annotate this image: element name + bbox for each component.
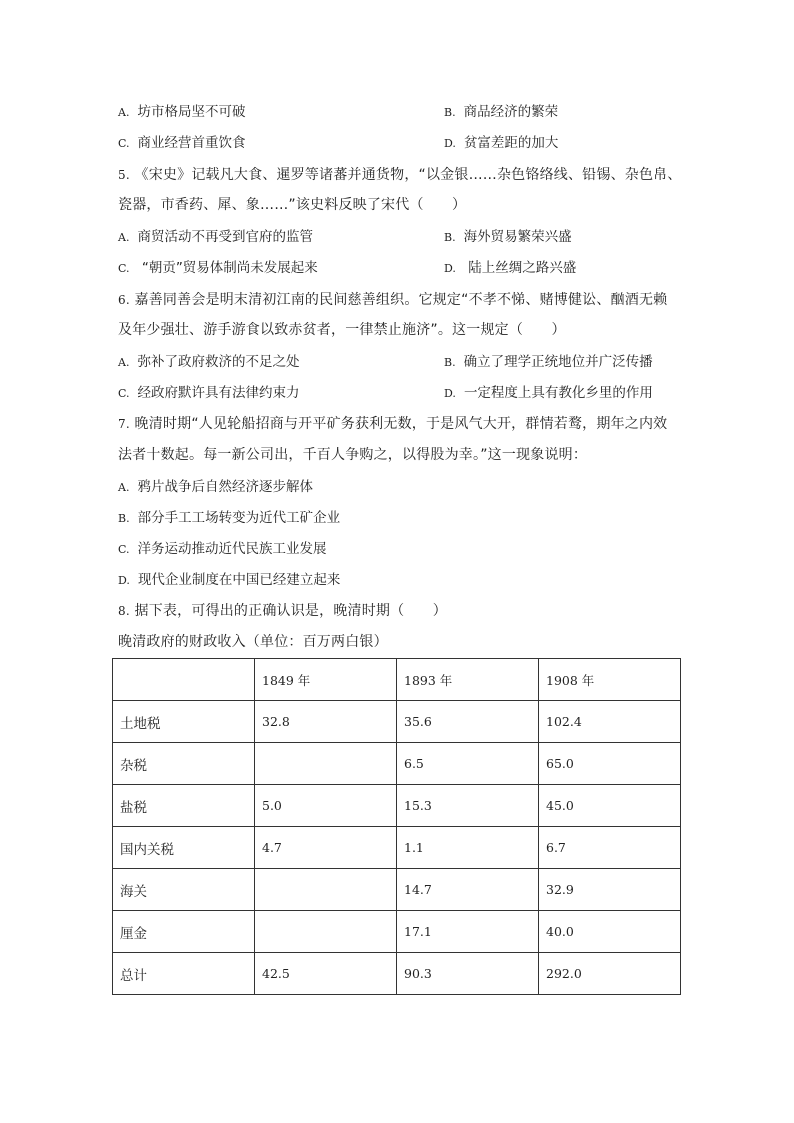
row-label: 厘金 bbox=[113, 911, 255, 953]
table-row bbox=[113, 869, 681, 911]
value-cell bbox=[255, 743, 397, 785]
q5-option-b[interactable] bbox=[444, 227, 572, 248]
option-text: 商业经营首重饮食 bbox=[137, 135, 246, 151]
q4-option-d[interactable] bbox=[444, 133, 558, 154]
option-text: 商贸活动不再受到官府的监管 bbox=[137, 229, 313, 245]
question-text: 嘉善同善会是明末清初江南的民间慈善组织。它规定“不孝不悌、赌博健讼、酗酒无赖 bbox=[134, 292, 668, 308]
q7-option-b[interactable] bbox=[118, 508, 340, 529]
value-cell bbox=[255, 911, 397, 953]
q7-stem-line1 bbox=[118, 414, 667, 434]
value-cell: 45.0 bbox=[539, 785, 681, 827]
header-cell: 1849 年 bbox=[255, 659, 397, 701]
q5-stem-line2: 瓷器，市香药、犀、象……”该史料反映了宋代（ ） bbox=[118, 197, 467, 213]
value-cell bbox=[255, 869, 397, 911]
option-text: 洋务运动推动近代民族工业发展 bbox=[137, 541, 327, 557]
q8-stem bbox=[118, 601, 447, 621]
option-text: “朝贡”贸易体制尚未发展起来 bbox=[137, 260, 318, 276]
question-number: 7. bbox=[118, 417, 130, 431]
option-text: 商品经济的繁荣 bbox=[463, 104, 559, 120]
header-cell: 1908 年 bbox=[539, 659, 681, 701]
value-cell: 42.5 bbox=[255, 953, 397, 995]
option-text: 现代企业制度在中国已经建立起来 bbox=[137, 572, 341, 588]
q5-option-a[interactable] bbox=[118, 227, 313, 248]
value-cell: 40.0 bbox=[539, 911, 681, 953]
q6-option-c[interactable] bbox=[118, 383, 300, 404]
option-label: A. bbox=[118, 481, 130, 494]
option-label: C. bbox=[118, 262, 130, 275]
value-cell: 65.0 bbox=[539, 743, 681, 785]
q6-stem-line2: 及年少强壮、游手游食以致赤贫者，一律禁止施济”。这一规定（ ） bbox=[118, 322, 566, 338]
q4-option-b[interactable] bbox=[444, 102, 558, 123]
table-row bbox=[113, 911, 681, 953]
option-label: A. bbox=[118, 231, 130, 244]
table-row bbox=[113, 701, 681, 743]
option-label: C. bbox=[118, 387, 130, 400]
table-header-row bbox=[113, 659, 681, 701]
value-cell: 90.3 bbox=[397, 953, 539, 995]
q7-option-c[interactable] bbox=[118, 539, 327, 560]
option-text: 弥补了政府救济的不足之处 bbox=[137, 354, 300, 370]
q5-stem-line1 bbox=[118, 165, 682, 185]
option-text: 海外贸易繁荣兴盛 bbox=[463, 229, 572, 245]
option-text: 坊市格局坚不可破 bbox=[137, 104, 246, 120]
table-row bbox=[113, 953, 681, 995]
option-label: D. bbox=[118, 574, 130, 587]
row-label: 海关 bbox=[113, 869, 255, 911]
q7-stem-line2: 法者十数起。每一新公司出，千百人争购之，以得股为幸。”这一现象说明： bbox=[118, 447, 588, 463]
option-label: C. bbox=[118, 137, 130, 150]
option-label: D. bbox=[444, 262, 456, 275]
value-cell: 32.8 bbox=[255, 701, 397, 743]
option-label: A. bbox=[118, 356, 130, 369]
row-label: 土地税 bbox=[113, 701, 255, 743]
value-cell: 1.1 bbox=[397, 827, 539, 869]
option-text: 贫富差距的加大 bbox=[463, 135, 559, 151]
q7-option-a[interactable] bbox=[118, 477, 313, 498]
value-cell: 35.6 bbox=[397, 701, 539, 743]
header-cell: 1893 年 bbox=[397, 659, 539, 701]
option-text: 一定程度上具有教化乡里的作用 bbox=[463, 385, 653, 401]
q4-option-c[interactable] bbox=[118, 133, 246, 154]
row-label: 总计 bbox=[113, 953, 255, 995]
question-text: 晚清时期“人见轮船招商与开平矿务获利无数，于是风气大开，群情若鹜，期年之内效 bbox=[134, 416, 668, 432]
question-number: 8. bbox=[118, 604, 130, 618]
q4-option-a[interactable] bbox=[118, 102, 245, 123]
question-number: 6. bbox=[118, 293, 130, 307]
option-text: 陆上丝绸之路兴盛 bbox=[463, 260, 577, 276]
q5-option-c[interactable] bbox=[118, 258, 318, 279]
question-text: 据下表，可得出的正确认识是，晚清时期（ ） bbox=[134, 603, 447, 619]
value-cell: 14.7 bbox=[397, 869, 539, 911]
value-cell: 292.0 bbox=[539, 953, 681, 995]
value-cell: 6.5 bbox=[397, 743, 539, 785]
q6-stem-line1 bbox=[118, 290, 667, 310]
option-text: 经政府默许具有法律约束力 bbox=[137, 385, 300, 401]
option-text: 确立了理学正统地位并广泛传播 bbox=[463, 354, 653, 370]
table-row bbox=[113, 827, 681, 869]
value-cell: 32.9 bbox=[539, 869, 681, 911]
option-label: B. bbox=[444, 356, 456, 369]
option-label: B. bbox=[118, 512, 130, 525]
table-caption: 晚清政府的财政收入（单位：百万两白银） bbox=[118, 634, 388, 650]
q6-option-d[interactable] bbox=[444, 383, 653, 404]
option-label: D. bbox=[444, 387, 456, 400]
q6-option-a[interactable] bbox=[118, 352, 299, 373]
q5-option-d[interactable] bbox=[444, 258, 576, 279]
table-row bbox=[113, 743, 681, 785]
option-text: 部分手工工场转变为近代工矿企业 bbox=[137, 510, 341, 526]
value-cell: 4.7 bbox=[255, 827, 397, 869]
q6-option-b[interactable] bbox=[444, 352, 653, 373]
value-cell: 15.3 bbox=[397, 785, 539, 827]
value-cell: 6.7 bbox=[539, 827, 681, 869]
value-cell: 17.1 bbox=[397, 911, 539, 953]
q7-option-d[interactable] bbox=[118, 570, 340, 591]
option-label: B. bbox=[444, 106, 456, 119]
value-cell: 102.4 bbox=[539, 701, 681, 743]
row-label: 国内关税 bbox=[113, 827, 255, 869]
option-label: D. bbox=[444, 137, 456, 150]
option-text: 鸦片战争后自然经济逐步解体 bbox=[137, 479, 313, 495]
table-row bbox=[113, 785, 681, 827]
header-cell bbox=[113, 659, 255, 701]
option-label: A. bbox=[118, 106, 130, 119]
question-number: 5. bbox=[118, 168, 130, 182]
row-label: 杂税 bbox=[113, 743, 255, 785]
fiscal-revenue-table bbox=[112, 658, 681, 995]
option-label: C. bbox=[118, 543, 130, 556]
row-label: 盐税 bbox=[113, 785, 255, 827]
question-text: 《宋史》记载凡大食、暹罗等诸蕃并通货物，“以金银……杂色铬络线、铅锡、杂色帛、 bbox=[134, 167, 682, 183]
option-label: B. bbox=[444, 231, 456, 244]
value-cell: 5.0 bbox=[255, 785, 397, 827]
